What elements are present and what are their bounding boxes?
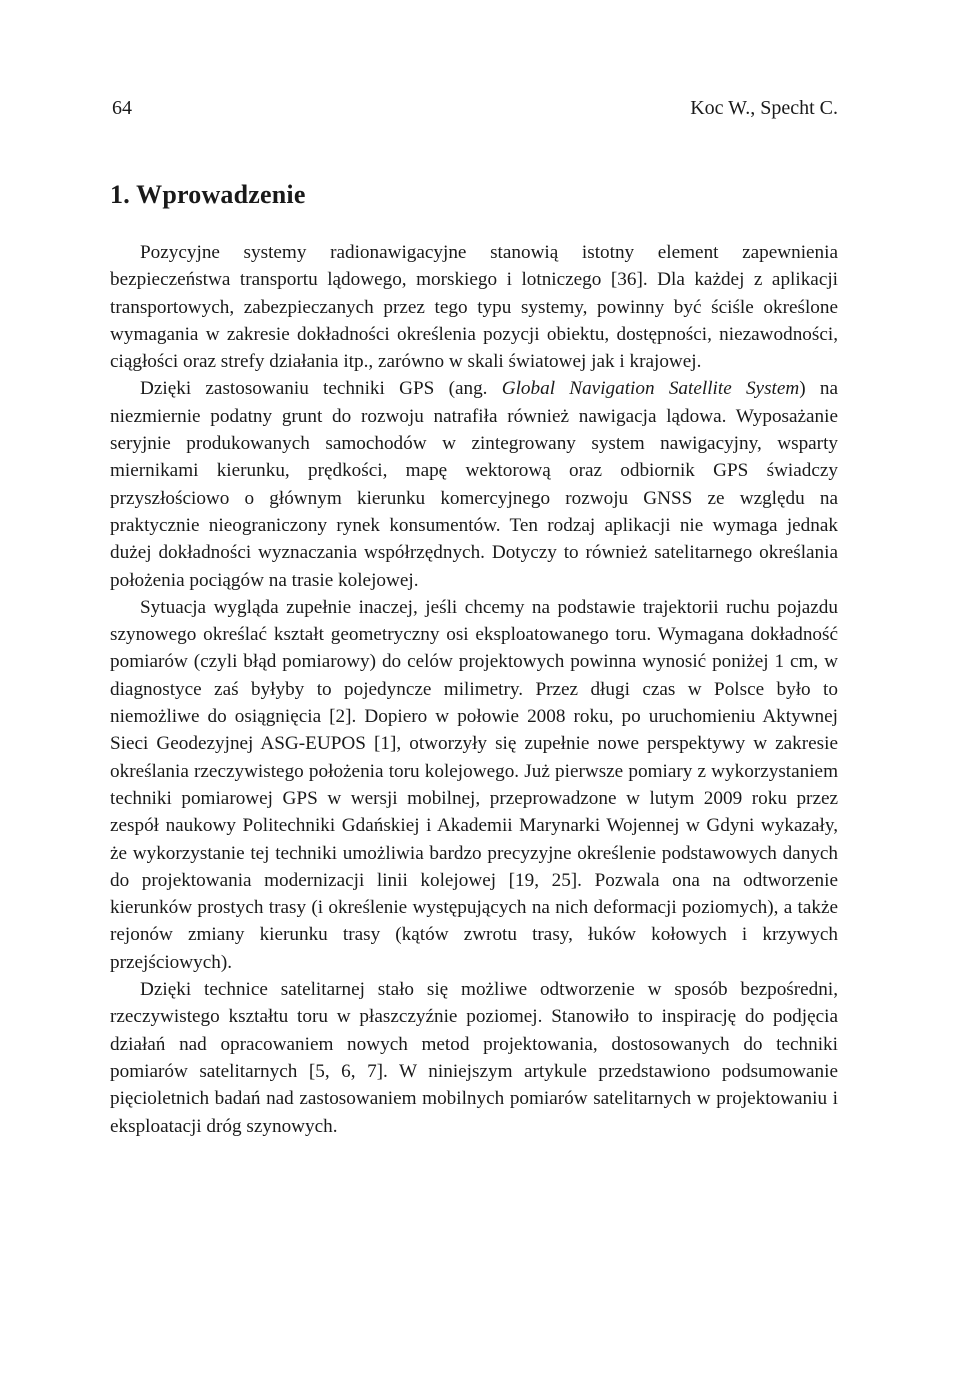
running-head-authors: Koc W., Specht C. — [690, 97, 838, 119]
page-number: 64 — [112, 97, 132, 119]
paragraph-2 — [110, 375, 838, 593]
paragraph-1: Pozycyjne systemy radionawigacyjne stanowią istotny element zapewnienia bezpieczeństwa transportu lądowego, morskiego i lotniczego [36]. Dla każdej z aplikacji transportowych, zabezpieczanych przez tego typu systemy, powinny być ściśle określone wymagania w zakresie dokładności określenia pozycji obiektu, dostępności, niezawodności, ciągłości oraz strefy działania itp., zarówno w skali światowej jak i krajowej. — [110, 242, 838, 373]
paragraph-2-text-after: ) na niezmiernie podatny grunt do rozwoju natrafiła również nawigacja lądowa. Wyposażanie seryjnie produkowanych samochodów w zintegrowany system nawigacyjny, wsparty miernikami kierunku, prędkości, mapę wektorową oraz odbiornik GPS świadczy przyszłościowo o głównym kierunku komercyjnego rozwoju GNSS ze względu na praktycznie nieograniczony rynek konsumentów. Ten rodzaj aplikacji nie wymaga jednak dużej dokładności wyznaczania współrzędnych. Dotyczy to również satelitarnego określania położenia pociągów na trasie kolejowej. — [110, 378, 839, 591]
paragraph-2-italic-term: Global Navigation Satellite System — [501, 378, 800, 400]
section-heading: 1. Wprowadzenie — [110, 180, 306, 209]
body-text — [110, 239, 838, 1140]
running-head — [110, 97, 838, 125]
paragraph-3: Sytuacja wygląda zupełnie inaczej, jeśli chcemy na podstawie trajektorii ruchu pojazdu szynowego określać kształt geometryczny osi eksploatowanego toru. Wymagana dokładność pomiarów (czyli błąd pomiarowy) do celów projektowych powinna wynosić poniżej 1 cm, w diagnostyce zaś byłyby to pojedyncze milimetry. Przez długi czas w Polsce było to niemożliwe do osiągnięcia [2]. Dopiero w połowie 2008 roku, po uruchomieniu Aktywnej Sieci Geodezyjnej ASG-EUPOS [1], otworzyły się zupełnie nowe perspektywy w zakresie określania rzeczywistego położenia toru kolejowego. Już pierwsze pomiary z wykorzystaniem techniki pomiarowej GPS w wersji mobilnej, przeprowadzone w lutym 2009 roku przez zespół naukowy Politechniki Gdańskiej i Akademii Marynarki Wojennej w Gdyni wykazały, że wykorzystanie tej techniki umożliwia bardzo precyzyjne określenie podstawowych danych do projektowania modernizacji linii kolejowej [19, 25]. Pozwala ona na odtworzenie kierunków prostych trasy (i określenie występujących na nich deformacji poziomych), a także rejonów zmiany kierunku trasy (kątów zwrotu trasy, łuków kołowych i krzywych przejściowych). — [110, 596, 838, 973]
paragraph-2-text-before: Dzięki zastosowaniu techniki GPS (ang. — [140, 378, 502, 400]
paragraph-4: Dzięki technice satelitarnej stało się możliwe odtworzenie w sposób bezpośredni, rzeczywistego kształtu toru w płaszczyźnie poziomej. Stanowiło to inspirację do podjęcia działań nad opracowaniem nowych metod projektowania, dostosowanych do techniki pomiarów satelitarnych [5, 6, 7]. W niniejszym artykule przedstawiono podsumowanie pięcioletnich badań nad zastosowaniem mobilnych pomiarów satelitarnych w projektowaniu i eksploatacji dróg szynowych. — [110, 979, 838, 1137]
